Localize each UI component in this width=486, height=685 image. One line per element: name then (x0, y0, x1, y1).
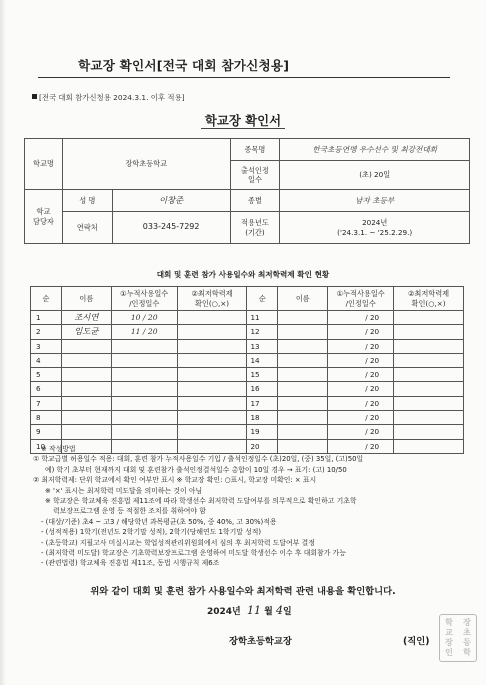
table-row (31, 325, 464, 339)
row-days2: / 20 (328, 382, 394, 396)
period-range: ('24.3.1. ~ '25.2.29.) (337, 227, 413, 237)
row-no2: 18 (247, 411, 278, 425)
col-days-header-line1: ①누적사용일수 (120, 289, 169, 299)
row-name2 (278, 353, 328, 367)
name-label: 성 명 (62, 190, 112, 212)
note-line: - (성적적용) 1학기(전년도 2학기말 성적), 2학기(당해연도 1학기말 성적) (41, 528, 262, 537)
row-no2: 15 (247, 368, 278, 382)
row-days2: / 20 (328, 396, 394, 410)
note-line: 력보장프로그램 운영 등 적절한 조치를 취하여야 함 (53, 507, 206, 516)
row-days2: / 20 (328, 353, 394, 367)
row-no: 2 (31, 325, 62, 339)
table-row (31, 411, 464, 425)
table-row (31, 368, 464, 382)
row-min2 (394, 368, 464, 382)
table-header-row (31, 287, 464, 311)
row-no: 3 (31, 339, 62, 353)
row-min2 (394, 311, 464, 325)
row-name: 조시연 (61, 311, 111, 325)
note-line: ② 최저학력제: 단위 학교에서 확인 여부만 표시 ※ 학교장 확인: ○표시, 학교장 미확인: × 표시 (33, 476, 317, 485)
row-days2: / 20 (328, 425, 394, 439)
seal-char: 장 (445, 638, 453, 647)
applicability-note-text: [전국 대회 참가신청용 2024.3.1. 이후 적용] (39, 93, 185, 102)
row-days2: / 20 (328, 311, 394, 325)
row-name (61, 396, 111, 410)
table-caption: 대회 및 훈련 참가 사용일수와 최저학력제 확인 현황 (156, 270, 330, 279)
col-no2-header: 순 (247, 287, 278, 311)
row-no: 4 (31, 353, 62, 367)
school-label: 학교명 (25, 139, 63, 190)
row-days (111, 425, 177, 439)
row-no: 7 (31, 396, 62, 410)
row-name2 (278, 411, 328, 425)
main-title-box (38, 55, 450, 78)
row-name2 (278, 425, 328, 439)
sign-day-number: 4 (276, 604, 284, 617)
row-min (177, 325, 247, 339)
note-line: ※ 학교장은 학교체육 진흥법 제11조에 따라 학생선수 최저학력 도달여부를 의무적으로 확인하고 기초학 (45, 497, 357, 506)
row-min2 (394, 339, 464, 353)
row-min2 (394, 353, 464, 367)
row-name2 (278, 325, 328, 339)
col-name-header: 이름 (61, 287, 111, 311)
row-min (177, 311, 247, 325)
row-name2 (278, 368, 328, 382)
row-name2 (278, 311, 328, 325)
note-line: 예) 학기 초부터 현재까지 대회 및 훈련참가 출석인정결석일수 총합이 10일 경우 → 표기: (고) 10/50 (45, 465, 347, 474)
phone-label: 연락처 (62, 212, 112, 244)
col-days-header-line2: /인정일수 (129, 298, 160, 308)
col-min2-header-line1: ②최저학력제 (407, 289, 450, 299)
row-name2 (278, 382, 328, 396)
period-value (280, 212, 470, 244)
row-no: 5 (31, 368, 62, 382)
table-row (31, 425, 464, 439)
seal-char: 초 (463, 628, 471, 637)
row-name (61, 353, 111, 367)
document-title (0, 111, 486, 129)
note-line: - (관련법령) 학교체육 진흥법 제11조, 동법 시행규칙 제6조 (41, 559, 220, 568)
row-days2: / 20 (328, 339, 394, 353)
col-min-header-line2: 확인(○,×) (194, 298, 230, 308)
period-year: 2024년 (362, 218, 388, 228)
row-name (61, 339, 111, 353)
row-min2 (394, 411, 464, 425)
sign-month-number: 11 (247, 604, 262, 617)
row-name2 (278, 339, 328, 353)
official-seal-stamp (439, 614, 477, 662)
period-label (230, 212, 280, 244)
col-name2-header: 이름 (278, 287, 328, 311)
row-days2: / 20 (328, 325, 394, 339)
attend-label (230, 161, 280, 190)
table-row (31, 311, 464, 325)
row-no: 10 (31, 439, 62, 453)
school-principal-signature: 장학초등학교장 (229, 636, 292, 647)
seal-char: 교 (445, 628, 453, 637)
row-min (177, 411, 247, 425)
row-no2: 17 (247, 396, 278, 410)
note-line: ※ '×' 표시는 최저학력 미도달을 의미하는 것이 아님 (45, 486, 203, 495)
table-row (31, 339, 464, 353)
class-label: 종별 (230, 190, 280, 212)
col-days2-header (328, 287, 394, 311)
col-min2-header (394, 287, 464, 311)
row-days (111, 368, 177, 382)
row-no: 9 (31, 425, 62, 439)
col-no-header: 순 (31, 287, 62, 311)
row-min2 (394, 425, 464, 439)
school-name: 장학초등학교 (62, 139, 230, 190)
row-min (177, 396, 247, 410)
name-value: 이창준 (112, 190, 230, 212)
col-days2-header-line1: ①누적사용일수 (336, 289, 385, 299)
seal-char: 학 (445, 618, 453, 627)
note-line: - (대상/기준) 초4 ~ 고3 / 해당학년 과목평균(초 50%, 중 40%, 고 30%)적용 (41, 517, 277, 526)
row-name: 임도균 (61, 325, 111, 339)
writing-instructions (33, 444, 473, 569)
document-title-text: 학교장 확인서 (201, 113, 285, 129)
row-days (111, 353, 177, 367)
row-days (111, 339, 177, 353)
sign-month-label: 월 (264, 607, 273, 617)
sign-year: 2024년 (207, 607, 241, 617)
attend-label-line2: 일수 (248, 175, 262, 184)
row-no: 1 (31, 311, 62, 325)
note-line: ① 학교급별 허용일수 적용: 대회, 훈련 참가 누적사용일수 기입 / 출석인정일수 (초)20일, (중) 35일, (고)50일 (33, 455, 364, 464)
col-days2-header-line2: /인정일수 (345, 298, 376, 308)
row-min2 (394, 382, 464, 396)
seal-char: 학 (463, 648, 471, 657)
class-value: 남자 초등부 (280, 190, 470, 212)
row-min2 (394, 396, 464, 410)
confirmation-statement: 위와 같이 대회 및 훈련 참가 사용일수와 최저학력 관련 내용을 확인합니다. (90, 586, 396, 597)
row-days: 10 / 20 (111, 311, 177, 325)
note-line: ※ 작성방법 (41, 445, 76, 453)
col-min-header (177, 287, 247, 311)
seal-char: 인 (445, 648, 453, 657)
note-line: - (초등학교) 지필고사 미실시교는 학업성적관리위원회에서 심의 후 최저학력 도달여부 결정 (41, 538, 315, 547)
row-days (111, 411, 177, 425)
row-no2: 20 (247, 439, 278, 453)
row-days (111, 396, 177, 410)
row-min (177, 339, 247, 353)
col-days-header (111, 287, 177, 311)
table-row (31, 353, 464, 367)
row-min2 (394, 325, 464, 339)
col-min-header-line1: ②최저학력제 (191, 289, 233, 299)
square-bullet-icon (32, 94, 37, 99)
applicability-note (32, 92, 185, 103)
manager-label-line1: 학교 (36, 207, 51, 217)
main-title: 학교장 확인서[전국 대회 참가신청용] (78, 58, 290, 73)
row-no2: 14 (247, 353, 278, 367)
row-no2: 13 (247, 339, 278, 353)
period-label-line2: (기간) (245, 227, 265, 237)
sign-day-label: 일 (283, 607, 292, 617)
row-min (177, 368, 247, 382)
row-name (61, 411, 111, 425)
row-days (111, 382, 177, 396)
seal-char: 등 (463, 638, 471, 647)
table-row (31, 382, 464, 396)
row-name (61, 368, 111, 382)
manager-label (25, 190, 63, 244)
table-row (31, 396, 464, 410)
participant-table (30, 286, 464, 454)
info-table (24, 138, 470, 244)
note-line: - (최저학력 미도달) 학교장은 기초학력보장프로그램 운영하여 미도달 학생선수 이수 후 대회참가 가능 (41, 549, 346, 558)
row-name (61, 425, 111, 439)
row-no2: 11 (247, 311, 278, 325)
event-value: 한국초등연맹 우수선수 및 최강전대회 (280, 139, 470, 161)
row-no2: 19 (247, 425, 278, 439)
row-no: 8 (31, 411, 62, 425)
seal-label: (직인) (403, 636, 430, 647)
row-min (177, 382, 247, 396)
row-min (177, 425, 247, 439)
row-days2: / 20 (328, 439, 394, 453)
attend-label-line1: 출석인정 (241, 165, 269, 175)
event-label: 종목명 (230, 139, 280, 161)
row-no: 6 (31, 382, 62, 396)
row-min (177, 353, 247, 367)
row-days: 11 / 20 (111, 325, 177, 339)
row-name2 (278, 396, 328, 410)
attend-value: (초) 20일 (280, 161, 470, 190)
seal-char: 장 (463, 618, 471, 627)
row-name (61, 382, 111, 396)
col-min2-header-line2: 확인(○,×) (411, 298, 446, 308)
row-no2: 12 (247, 325, 278, 339)
row-days2: / 20 (328, 368, 394, 382)
sign-date (207, 604, 292, 617)
period-label-line1: 적용년도 (241, 218, 269, 228)
row-no2: 16 (247, 382, 278, 396)
phone-value: 033-245-7292 (112, 212, 230, 244)
row-days2: / 20 (328, 411, 394, 425)
manager-label-line2: 담당자 (33, 216, 54, 226)
